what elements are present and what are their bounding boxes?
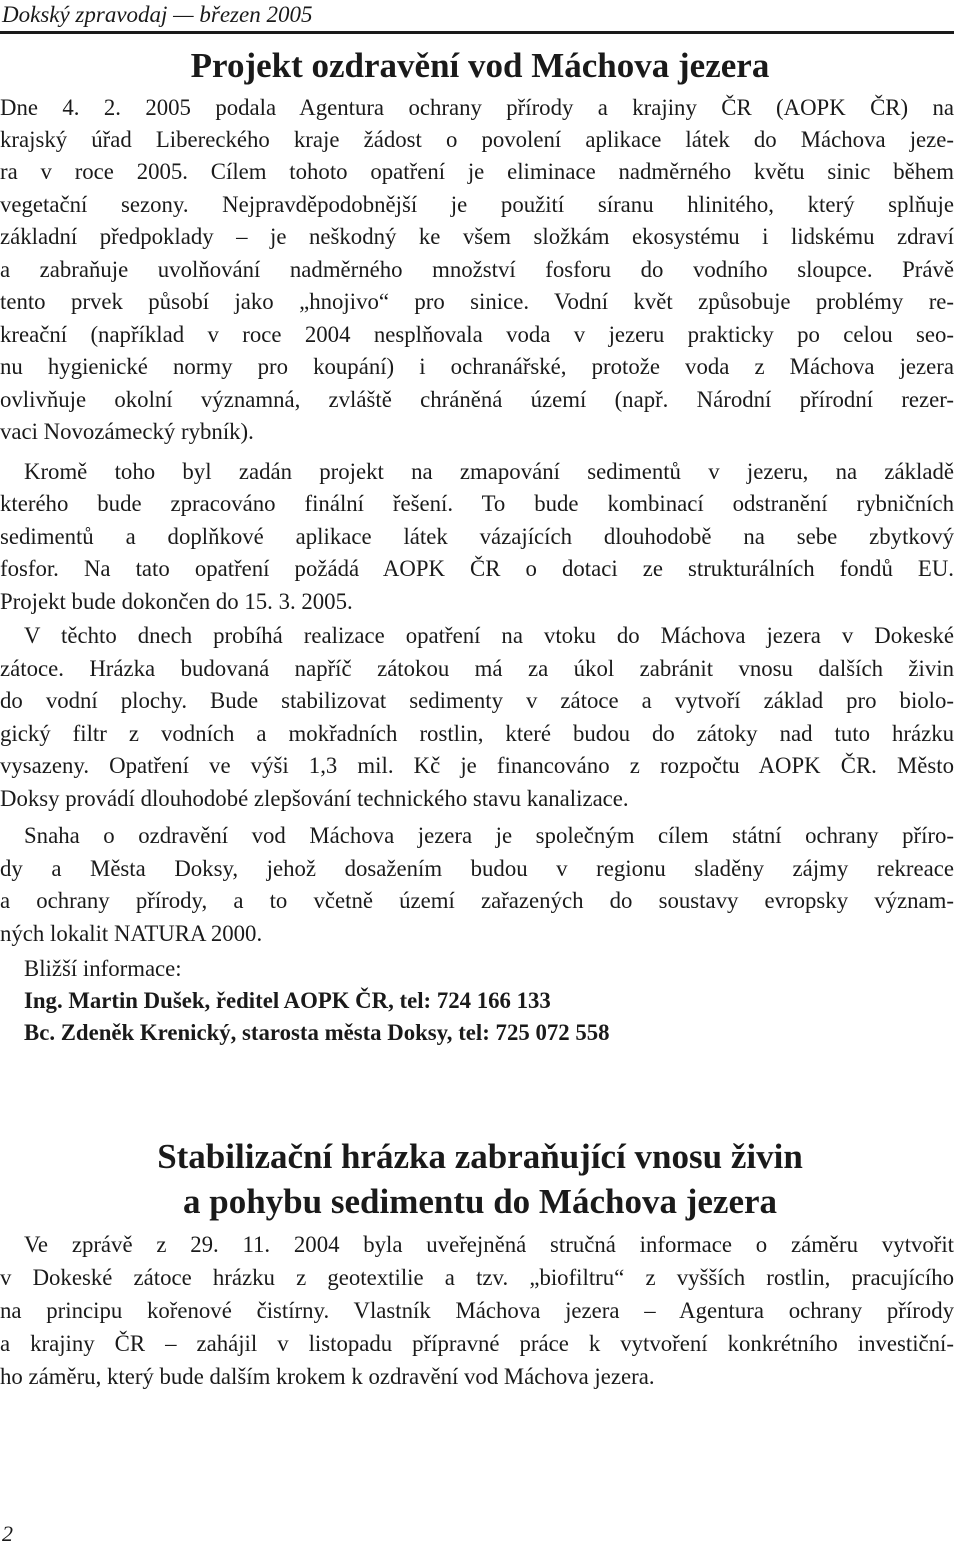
- text-line: Doksy provádí dlouhodobé zlepšování technického stavu kanalizace.: [0, 786, 629, 811]
- text-line: na principu kořenové čistírny. Vlastník Máchova jezera – Agentura ochrany přírody: [0, 1298, 954, 1323]
- text-line: a ochrany přírody, a to včetně území zařazených do soustavy evropsky význam-: [0, 888, 954, 913]
- contact-line: Bc. Zdeněk Krenický, starosta města Doksy, tel: 725 072 558: [24, 1020, 610, 1045]
- text-line: dy a Města Doksy, jehož dosažením budou v regionu sladěny zájmy rekreace: [0, 856, 954, 881]
- text-line: nu hygienické normy pro koupání) i ochranářské, protože voda z Máchova jezera: [0, 354, 954, 379]
- page-number: 2: [2, 1521, 13, 1546]
- text-line: vegetační sezony. Nejpravděpodobnější je použití síranu hlinitého, který splňuje: [0, 192, 954, 217]
- text-line: V těchto dnech probíhá realizace opatření na vtoku do Máchova jezera v Dokeské: [24, 623, 954, 648]
- text-line: Projekt bude dokončen do 15. 3. 2005.: [0, 589, 353, 614]
- text-line: a krajiny ČR – zahájil v listopadu přípravné práce k vytvoření konkrétního investiční-: [0, 1331, 954, 1356]
- text-line: ho záměru, který bude dalším krokem k ozdravění vod Máchova jezera.: [0, 1364, 655, 1389]
- article-title: a pohybu sedimentu do Máchova jezera: [182, 1182, 778, 1221]
- text-line: Kromě toho byl zadán projekt na zmapování sedimentů v jezeru, na základě: [24, 459, 954, 484]
- text-line: vysazeny. Opatření ve výši 1,3 mil. Kč je financováno z rozpočtu AOPK ČR. Město: [0, 753, 954, 778]
- text-line: ovlivňuje okolní významná, zvláště chráněná území (např. Národní přírodní rezer-: [0, 387, 954, 412]
- text-line: Snaha o ozdravění vod Máchova jezera je společným cílem státní ochrany příro-: [24, 823, 954, 848]
- text-line: vaci Novozámecký rybník).: [0, 419, 254, 444]
- text-line: a zabraňuje uvolňování nadměrného množství fosforu do vodního sloupce. Právě: [0, 257, 954, 282]
- text-line: ných lokalit NATURA 2000.: [0, 921, 263, 946]
- page-header: [0, 0, 954, 34]
- text-line: sedimentů a doplňkové aplikace látek vázajících dlouhodobě na sebe zbytkový: [0, 524, 954, 549]
- text-line: v Dokeské zátoce hrázku z geotextilie a tzv. „biofiltru“ z vyšších rostlin, pracujícího: [0, 1265, 954, 1290]
- article-title: Projekt ozdravění vod Máchova jezera: [190, 46, 770, 85]
- text-line: zátoce. Hrázka budovaná napříč zátokou má za úkol zabránit vnosu dalších živin: [0, 656, 954, 681]
- text-line: základní předpoklady – je neškodný ke všem složkám ekosystému i lidskému zdraví: [0, 224, 954, 249]
- text-line: kterého bude zpracováno finální řešení. To bude kombinací odstranění rybničních: [0, 491, 954, 516]
- text-line: Dne 4. 2. 2005 podala Agentura ochrany přírody a krajiny ČR (AOPK ČR) na: [0, 95, 954, 120]
- info-label: Bližší informace:: [24, 956, 182, 981]
- contact-line: Ing. Martin Dušek, ředitel AOPK ČR, tel: 724 166 133: [24, 988, 551, 1013]
- text-line: Ve zprávě z 29. 11. 2004 byla uveřejněná stručná informace o záměru vytvořit: [24, 1232, 954, 1257]
- text-line: fosfor. Na tato opatření požádá AOPK ČR o dotaci ze strukturálních fondů EU.: [0, 556, 954, 581]
- text-line: do vodní plochy. Bude stabilizovat sedimenty v zátoce a vytvoří základ pro biolo-: [0, 688, 954, 713]
- article-title: Stabilizační hrázka zabraňující vnosu živin: [157, 1137, 803, 1176]
- text-line: tento prvek působí jako „hnojivo“ pro sinice. Vodní květ způsobuje problémy re-: [0, 289, 954, 314]
- newsletter-masthead: Dokský zpravodaj — březen 2005: [2, 2, 313, 27]
- text-line: ra v roce 2005. Cílem tohoto opatření je eliminace nadměrného květu sinic během: [0, 159, 954, 184]
- text-line: kreační (například v roce 2004 nesplňovala voda v jezeru prakticky po celou seo-: [0, 322, 954, 347]
- text-line: gický filtr z vodních a mokřadních rostlin, které budou do zátoky nad tuto hrázku: [0, 721, 954, 746]
- text-line: krajský úřad Libereckého kraje žádost o povolení aplikace látek do Máchova jeze-: [0, 127, 954, 152]
